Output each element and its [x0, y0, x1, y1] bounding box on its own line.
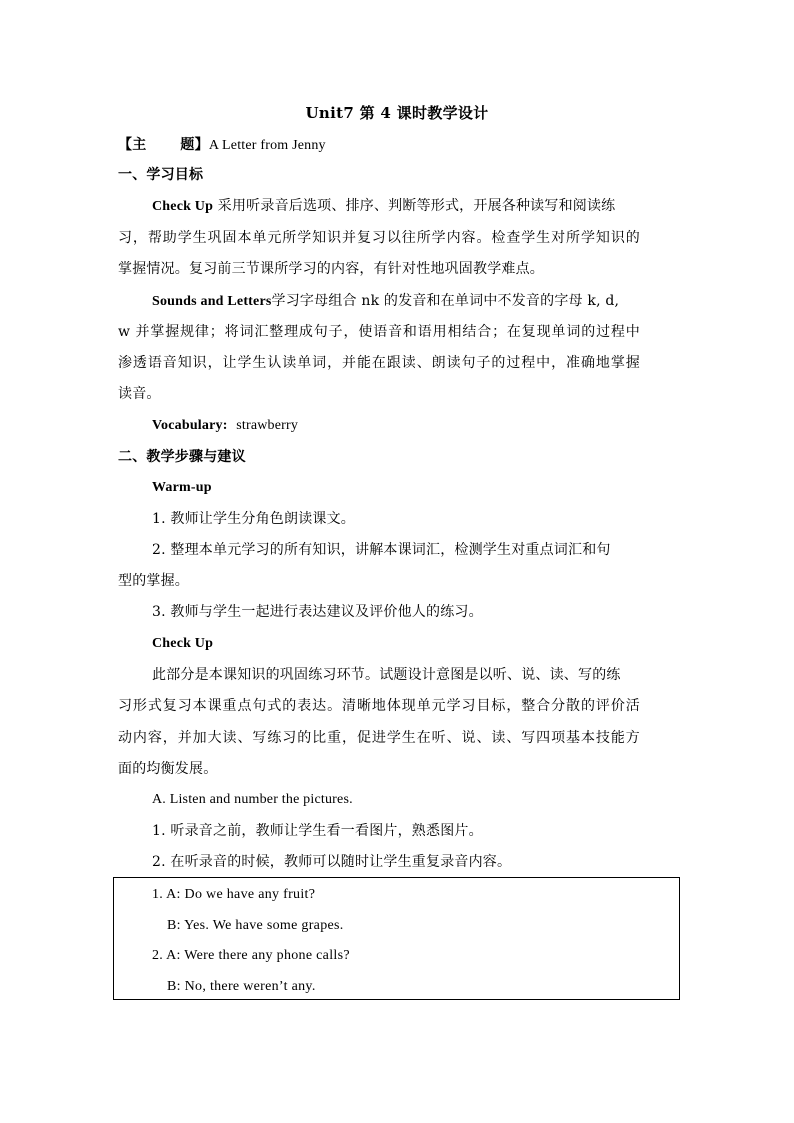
page-title: Unit7 第 4 课时教学设计	[305, 104, 489, 122]
part-a-step-2: 2. 在听录音的时候，教师可以随时让学生重复录音内容。	[152, 854, 512, 870]
sounds-text-3: 渗透语音知识，让学生认读单词，并能在跟读、朗读句子的过程中，准确地掌握	[118, 355, 640, 371]
sounds-label: Sounds and Letters	[152, 294, 272, 309]
dialogue-line-1: 1. A: Do we have any fruit?	[152, 887, 316, 902]
warmup-item-2-line-2: 型的掌握。	[118, 573, 189, 589]
warmup-item-3: 3. 教师与学生一起进行表达建议及评价他人的练习。	[152, 604, 483, 620]
dialogue-box	[113, 877, 680, 1000]
sounds-text-4: 读音。	[118, 386, 161, 402]
checkup-label: Check Up	[152, 199, 214, 214]
dialogue-line-2: B: Yes. We have some grapes.	[167, 918, 344, 933]
part-a-instruction: A. Listen and number the pictures.	[152, 792, 353, 807]
warmup-item-1: 1. 教师让学生分角色朗读课文。	[152, 511, 356, 527]
dialogue-line-3: 2. A: Were there any phone calls?	[152, 948, 350, 963]
section-heading-steps: 二、教学步骤与建议	[118, 449, 246, 465]
topic-line	[118, 136, 326, 155]
topic-bracket-close: 题】	[180, 137, 209, 153]
checkup-text-3: 掌握情况。复习前三节课所学习的内容，有针对性地巩固教学难点。	[118, 261, 544, 277]
topic-bracket-open: 【主	[118, 137, 147, 153]
sounds-line-1	[152, 292, 619, 311]
checkup2-text-4: 面的均衡发展。	[118, 761, 218, 777]
sounds-text-1: 学习字母组合 nk 的发音和在单词中不发音的字母 k, d,	[271, 293, 620, 309]
checkup2-text-1: 此部分是本课知识的巩固练习环节。试题设计意图是以听、说、读、写的练	[152, 667, 621, 683]
checkup-text-1: 采用听录音后选项、排序、判断等形式，开展各种读写和阅读练	[217, 198, 616, 214]
checkup2-text-2: 习形式复习本课重点句式的表达。清晰地体现单元学习目标，整合分散的评价活	[118, 698, 640, 714]
section-heading-objectives: 一、学习目标	[118, 167, 204, 183]
vocabulary-label: Vocabulary:	[152, 418, 228, 433]
warmup-item-2-line-1: 2. 整理本单元学习的所有知识，讲解本课词汇，检测学生对重点词汇和句	[152, 542, 611, 558]
part-a-step-1: 1. 听录音之前，教师让学生看一看图片，熟悉图片。	[152, 823, 483, 839]
vocabulary-value: strawberry	[236, 418, 299, 433]
sounds-text-2: w 并掌握规律；将词汇整理成句子，使语音和语用相结合；在复现单词的过程中	[118, 324, 640, 340]
checkup-text-2: 习，帮助学生巩固本单元所学知识并复习以往所学内容。检查学生对所学知识的	[118, 230, 640, 246]
checkup2-text-3: 动内容，并加大读、写练习的比重，促进学生在听、说、读、写四项基本技能方	[118, 730, 640, 746]
topic-value: A Letter from Jenny	[208, 138, 326, 153]
vocabulary-line	[152, 416, 298, 435]
warmup-label: Warm-up	[152, 480, 212, 495]
checkup-line-1	[152, 197, 674, 216]
checkup2-label: Check Up	[152, 636, 214, 651]
dialogue-line-4: B: No, there weren’t any.	[167, 979, 316, 994]
